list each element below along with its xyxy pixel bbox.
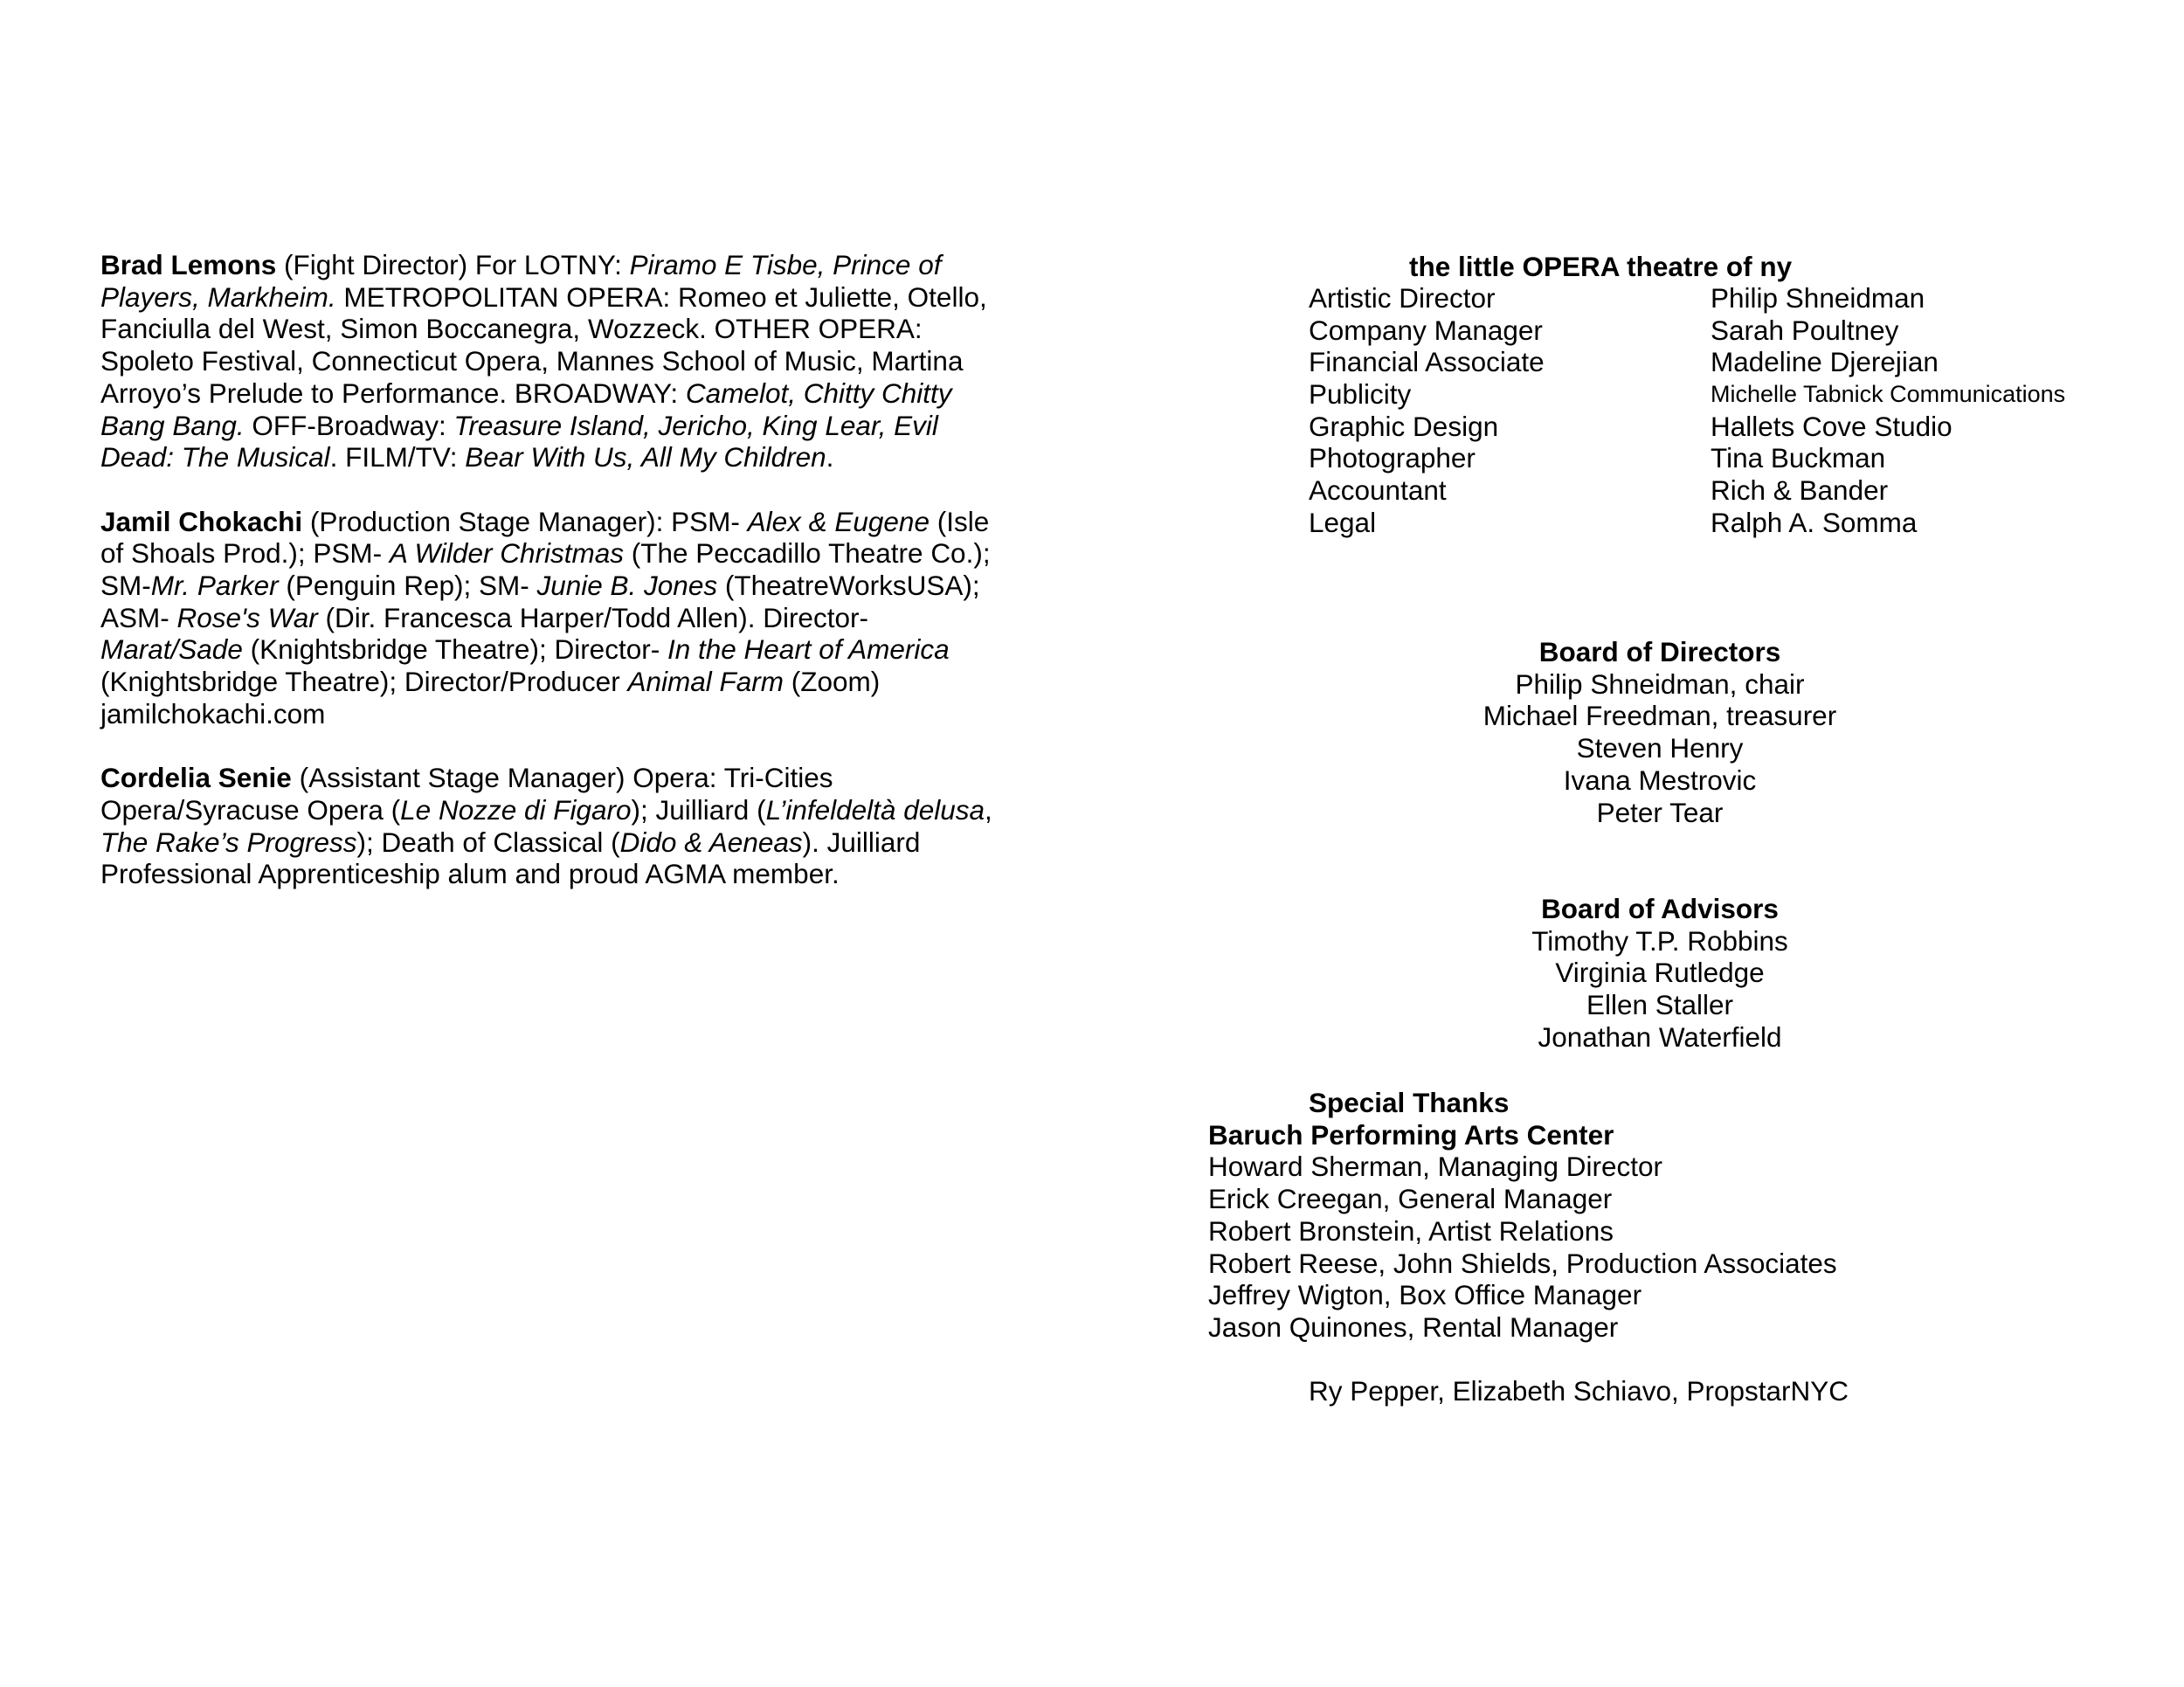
bio-text: . FILM/TV: bbox=[329, 441, 466, 474]
staff-role: Publicity bbox=[1309, 378, 1412, 411]
bio-credit-title: Le Nozze di Figaro bbox=[400, 793, 632, 826]
bio-cordelia-senie bbox=[100, 762, 1018, 890]
staff-role: Company Manager bbox=[1309, 314, 1543, 346]
board-member: Steven Henry bbox=[1576, 732, 1744, 764]
bio-brad-lemons bbox=[100, 249, 1018, 474]
bio-text: (Assistant Stage Manager) Opera: Tri-Cities Opera/Syracuse Opera ( bbox=[100, 762, 833, 826]
company-title: the little OPERA theatre of ny bbox=[1409, 251, 1793, 282]
staff-name: Sarah Poultney bbox=[1711, 314, 1899, 346]
thanks-person: Howard Sherman, Managing Director bbox=[1208, 1151, 1662, 1183]
bios-column bbox=[100, 249, 1018, 923]
bio-credit-title: Rose's War bbox=[176, 601, 318, 633]
bio-credit-title: Piramo E Tisbe, Prince of Players, Markheim. bbox=[100, 249, 942, 313]
staff-name: Michelle Tabnick Communications bbox=[1711, 381, 2066, 408]
thanks-person: Erick Creegan, General Manager bbox=[1208, 1183, 1613, 1215]
bio-text: (Isle of Shoals Prod.); PSM- bbox=[100, 505, 990, 570]
thanks-person: Jeffrey Wigton, Box Office Manager bbox=[1208, 1279, 1642, 1311]
bio-credit-title: The Rake’s Progress bbox=[100, 826, 357, 858]
staff-name: Rich & Bander bbox=[1711, 474, 1889, 507]
staff-role: Artistic Director bbox=[1309, 282, 1496, 314]
bio-text: OFF-Broadway: bbox=[244, 409, 454, 441]
staff-role: Graphic Design bbox=[1309, 410, 1499, 442]
thanks-footer: Ry Pepper, Elizabeth Schiavo, PropstarNYC bbox=[1309, 1375, 1849, 1407]
bio-text: ); Juilliard ( bbox=[631, 793, 766, 826]
staff-row bbox=[1309, 282, 2065, 315]
thanks-person: Robert Bronstein, Artist Relations bbox=[1208, 1214, 1614, 1247]
bio-credit-title: Camelot, Chitty Chitty Bang Bang. bbox=[100, 377, 952, 441]
special-thanks-heading: Special Thanks bbox=[1309, 1087, 1510, 1118]
staff-name: Hallets Cove Studio bbox=[1711, 410, 1952, 442]
bio-text: ). Juilliard Professional Apprenticeship alum and proud AGMA member. bbox=[100, 826, 921, 890]
staff-name: Ralph A. Somma bbox=[1711, 506, 1918, 538]
board-directors-heading: Board of Directors bbox=[1538, 636, 1781, 667]
bio-text: (TheatreWorksUSA); ASM- bbox=[100, 570, 980, 633]
staff-name: Madeline Djerejian bbox=[1711, 346, 1939, 378]
staff-row bbox=[1309, 507, 2065, 539]
advisor: Jonathan Waterfield bbox=[1538, 1020, 1782, 1053]
staff-row bbox=[1309, 442, 2065, 474]
staff-row bbox=[1309, 411, 2065, 443]
bio-credit-title: Junie B. Jones bbox=[536, 570, 718, 602]
board-member: Peter Tear bbox=[1596, 796, 1724, 828]
staff-role: Financial Associate bbox=[1309, 346, 1545, 378]
bio-credit-title: Alex & Eugene bbox=[747, 505, 930, 537]
staff-row bbox=[1309, 346, 2065, 378]
bio-text: (Knightsbridge Theatre); Director- bbox=[242, 633, 667, 666]
staff-name: Philip Shneidman bbox=[1711, 282, 1925, 314]
staff-list bbox=[1309, 282, 2065, 539]
bio-credit-title: Bear With Us, All My Children bbox=[465, 441, 826, 474]
board-member: Ivana Mestrovic bbox=[1563, 764, 1757, 796]
board-advisors-heading: Board of Advisors bbox=[1541, 893, 1779, 924]
bio-text: ); Death of Classical ( bbox=[356, 826, 620, 858]
staff-row bbox=[1309, 378, 2065, 411]
bio-credit-title: Animal Farm bbox=[627, 666, 784, 698]
thanks-person: Jason Quinones, Rental Manager bbox=[1208, 1310, 1619, 1343]
bio-credit-title: L’infeldeltà delusa bbox=[765, 793, 985, 826]
staff-role: Legal bbox=[1309, 506, 1377, 538]
staff-role: Accountant bbox=[1309, 474, 1447, 507]
board-of-directors bbox=[1310, 636, 2009, 828]
bio-credit-title: A Wilder Christmas bbox=[389, 537, 624, 570]
bio-text: METROPOLITAN OPERA: Romeo et Juliette, Otello, Fanciulla del West, Simon Boccanegra, Wozzeck. OTHER OPERA: Spoleto Festival, Connecticut Opera, Mannes School of Music, Martina Arroyo’s Prelude to Performance. BROADWAY: bbox=[100, 280, 987, 409]
staff-name: Tina Buckman bbox=[1711, 442, 1886, 474]
bio-credit-title: Marat/Sade bbox=[100, 633, 243, 666]
board-of-advisors bbox=[1310, 893, 2009, 1054]
advisor: Timothy T.P. Robbins bbox=[1531, 924, 1788, 957]
bio-text: (Penguin Rep); SM- bbox=[278, 570, 537, 602]
bio-text: (Fight Director) For LOTNY: bbox=[276, 249, 630, 280]
bio-jamil-chokachi bbox=[100, 506, 1018, 730]
venue-name: Baruch Performing Arts Center bbox=[1208, 1118, 1614, 1151]
staff-row bbox=[1309, 474, 2065, 507]
staff-row bbox=[1309, 315, 2065, 347]
bio-text: (Knightsbridge Theatre); Director/Producer bbox=[100, 666, 628, 698]
bio-name: Brad Lemons bbox=[100, 249, 277, 280]
bio-text: (The Peccadillo Theatre Co.); SM- bbox=[100, 537, 991, 602]
bio-credit-title: Dido & Aeneas bbox=[619, 826, 803, 858]
bio-name: Jamil Chokachi bbox=[100, 505, 303, 537]
spacer bbox=[1208, 1344, 1849, 1376]
board-member: Philip Shneidman, chair bbox=[1515, 667, 1805, 700]
bio-name: Cordelia Senie bbox=[100, 762, 292, 794]
bio-text: , bbox=[985, 793, 992, 826]
board-member: Michael Freedman, treasurer bbox=[1482, 700, 1837, 732]
bio-text: . bbox=[826, 441, 834, 474]
staff-role: Photographer bbox=[1309, 442, 1476, 474]
advisor: Virginia Rutledge bbox=[1555, 957, 1765, 989]
bio-credit-title: Mr. Parker bbox=[150, 570, 279, 602]
thanks-person: Robert Reese, John Shields, Production Associates bbox=[1208, 1247, 1837, 1279]
bio-credit-title: Treasure Island, Jericho, King Lear, Evil Dead: The Musical bbox=[100, 409, 938, 474]
bio-text: (Production Stage Manager): PSM- bbox=[302, 505, 748, 537]
bio-text: (Zoom) jamilchokachi.com bbox=[100, 666, 881, 729]
advisor: Ellen Staller bbox=[1586, 989, 1734, 1021]
special-thanks bbox=[1208, 1087, 1849, 1407]
bio-text: (Dir. Francesca Harper/Todd Allen). Director- bbox=[317, 601, 868, 633]
bio-credit-title: In the Heart of America bbox=[667, 633, 950, 666]
